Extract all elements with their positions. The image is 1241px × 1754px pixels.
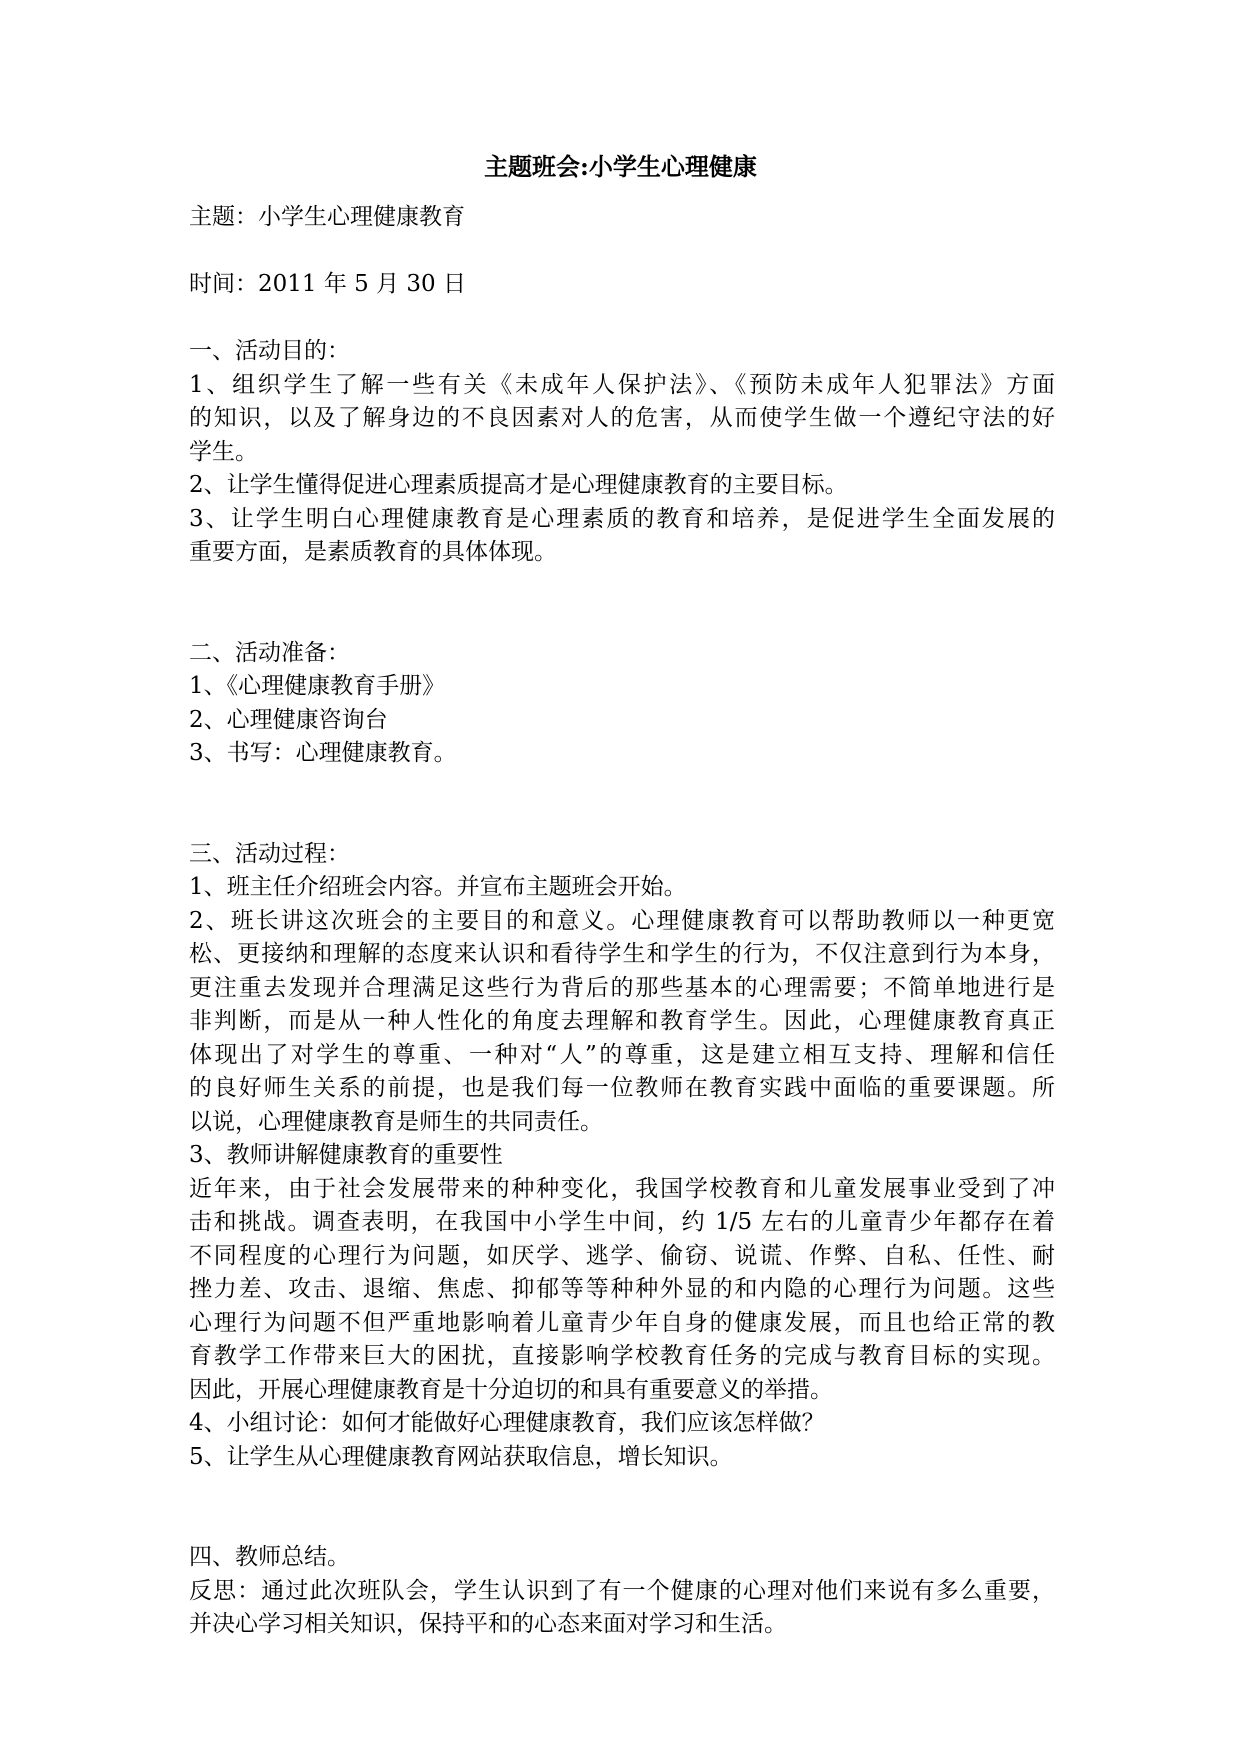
paragraph-line: 3、教师讲解健康教育的重要性	[189, 1142, 503, 1168]
paragraph-line: 的良好师生关系的前提，也是我们每一位教师在教育实践中面临的重要课题。所	[189, 1075, 1055, 1101]
paragraph-line: 更注重去发现并合理满足这些行为背后的那些基本的心理需要；不简单地进行是	[189, 974, 1055, 1001]
paragraph-line: 松、更接纳和理解的态度来认识和看待学生和学生的行为，不仅注意到行为本身，	[189, 941, 1055, 967]
section-heading-goals: 一、活动目的：	[189, 338, 350, 364]
paragraph-line: 反思：通过此次班队会，学生认识到了有一个健康的心理对他们来说有多么重要，	[189, 1577, 1055, 1604]
topic-line: 主题：小学生心理健康教育	[189, 204, 465, 230]
document-body	[189, 201, 1055, 1642]
paragraph-line: 1、组织学生了解一些有关《未成年人保护法》、《预防未成年人犯罪法》方面	[189, 371, 1055, 398]
paragraph-line: 并决心学习相关知识，保持平和的心态来面对学习和生活。	[189, 1611, 787, 1637]
paragraph-line: 非判断，而是从一种人性化的角度去理解和教育学生。因此，心理健康教育真正	[189, 1008, 1055, 1034]
section-heading-preparation: 二、活动准备：	[189, 639, 350, 666]
paragraph-line: 心理行为问题不但严重地影响着儿童青少年自身的健康发展，而且也给正常的教	[189, 1309, 1055, 1336]
section-heading-process: 三、活动过程：	[189, 840, 350, 867]
list-item: 2、心理健康咨询台	[189, 706, 388, 733]
time-line: 时间：2011 年 5 月 30 日	[189, 271, 466, 297]
section-heading-summary: 四、教师总结。	[189, 1544, 350, 1570]
paragraph-line: 击和挑战。调查表明，在我国中小学生中间，约 1/5 左右的儿童青少年都存在着	[189, 1209, 1055, 1235]
paragraph-line: 体现出了对学生的尊重、一种对“人”的尊重，这是建立相互支持、理解和信任	[189, 1041, 1055, 1068]
paragraph-line: 以说，心理健康教育是师生的共同责任。	[189, 1108, 603, 1135]
paragraph-line: 2、班长讲这次班会的主要目的和意义。心理健康教育可以帮助教师以一种更宽	[189, 907, 1055, 934]
paragraph-line: 的知识，以及了解身边的不良因素对人的危害，从而使学生做一个遵纪守法的好	[189, 405, 1055, 431]
paragraph-line: 学生。	[189, 438, 258, 465]
list-item: 3、书写：心理健康教育。	[189, 740, 457, 766]
paragraph-line: 育教学工作带来巨大的困扰，直接影响学校教育任务的完成与教育目标的实现。	[189, 1343, 1055, 1369]
document-title: 主题班会:小学生心理健康	[484, 152, 757, 181]
paragraph-line: 挫力差、攻击、退缩、焦虑、抑郁等等种种外显的和内隐的心理行为问题。这些	[189, 1276, 1055, 1302]
list-item: 1、《心理健康教育手册》	[189, 673, 446, 699]
paragraph-line: 不同程度的心理行为问题，如厌学、逃学、偷窃、说谎、作弊、自私、任性、耐	[189, 1242, 1055, 1269]
paragraph-line: 2、让学生懂得促进心理素质提高才是心理健康教育的主要目标。	[189, 472, 848, 498]
paragraph-line: 5、让学生从心理健康教育网站获取信息，增长知识。	[189, 1443, 733, 1470]
paragraph-line: 1、班主任介绍班会内容。并宣布主题班会开始。	[189, 874, 687, 900]
paragraph-line: 重要方面，是素质教育的具体体现。	[189, 539, 557, 565]
paragraph-line: 3、让学生明白心理健康教育是心理素质的教育和培养，是促进学生全面发展的	[189, 505, 1055, 532]
paragraph-line: 4、小组讨论：如何才能做好心理健康教育，我们应该怎样做？	[189, 1410, 825, 1436]
paragraph-line: 因此，开展心理健康教育是十分迫切的和具有重要意义的举措。	[189, 1376, 833, 1403]
paragraph-line: 近年来，由于社会发展带来的种种变化，我国学校教育和儿童发展事业受到了冲	[189, 1175, 1055, 1202]
